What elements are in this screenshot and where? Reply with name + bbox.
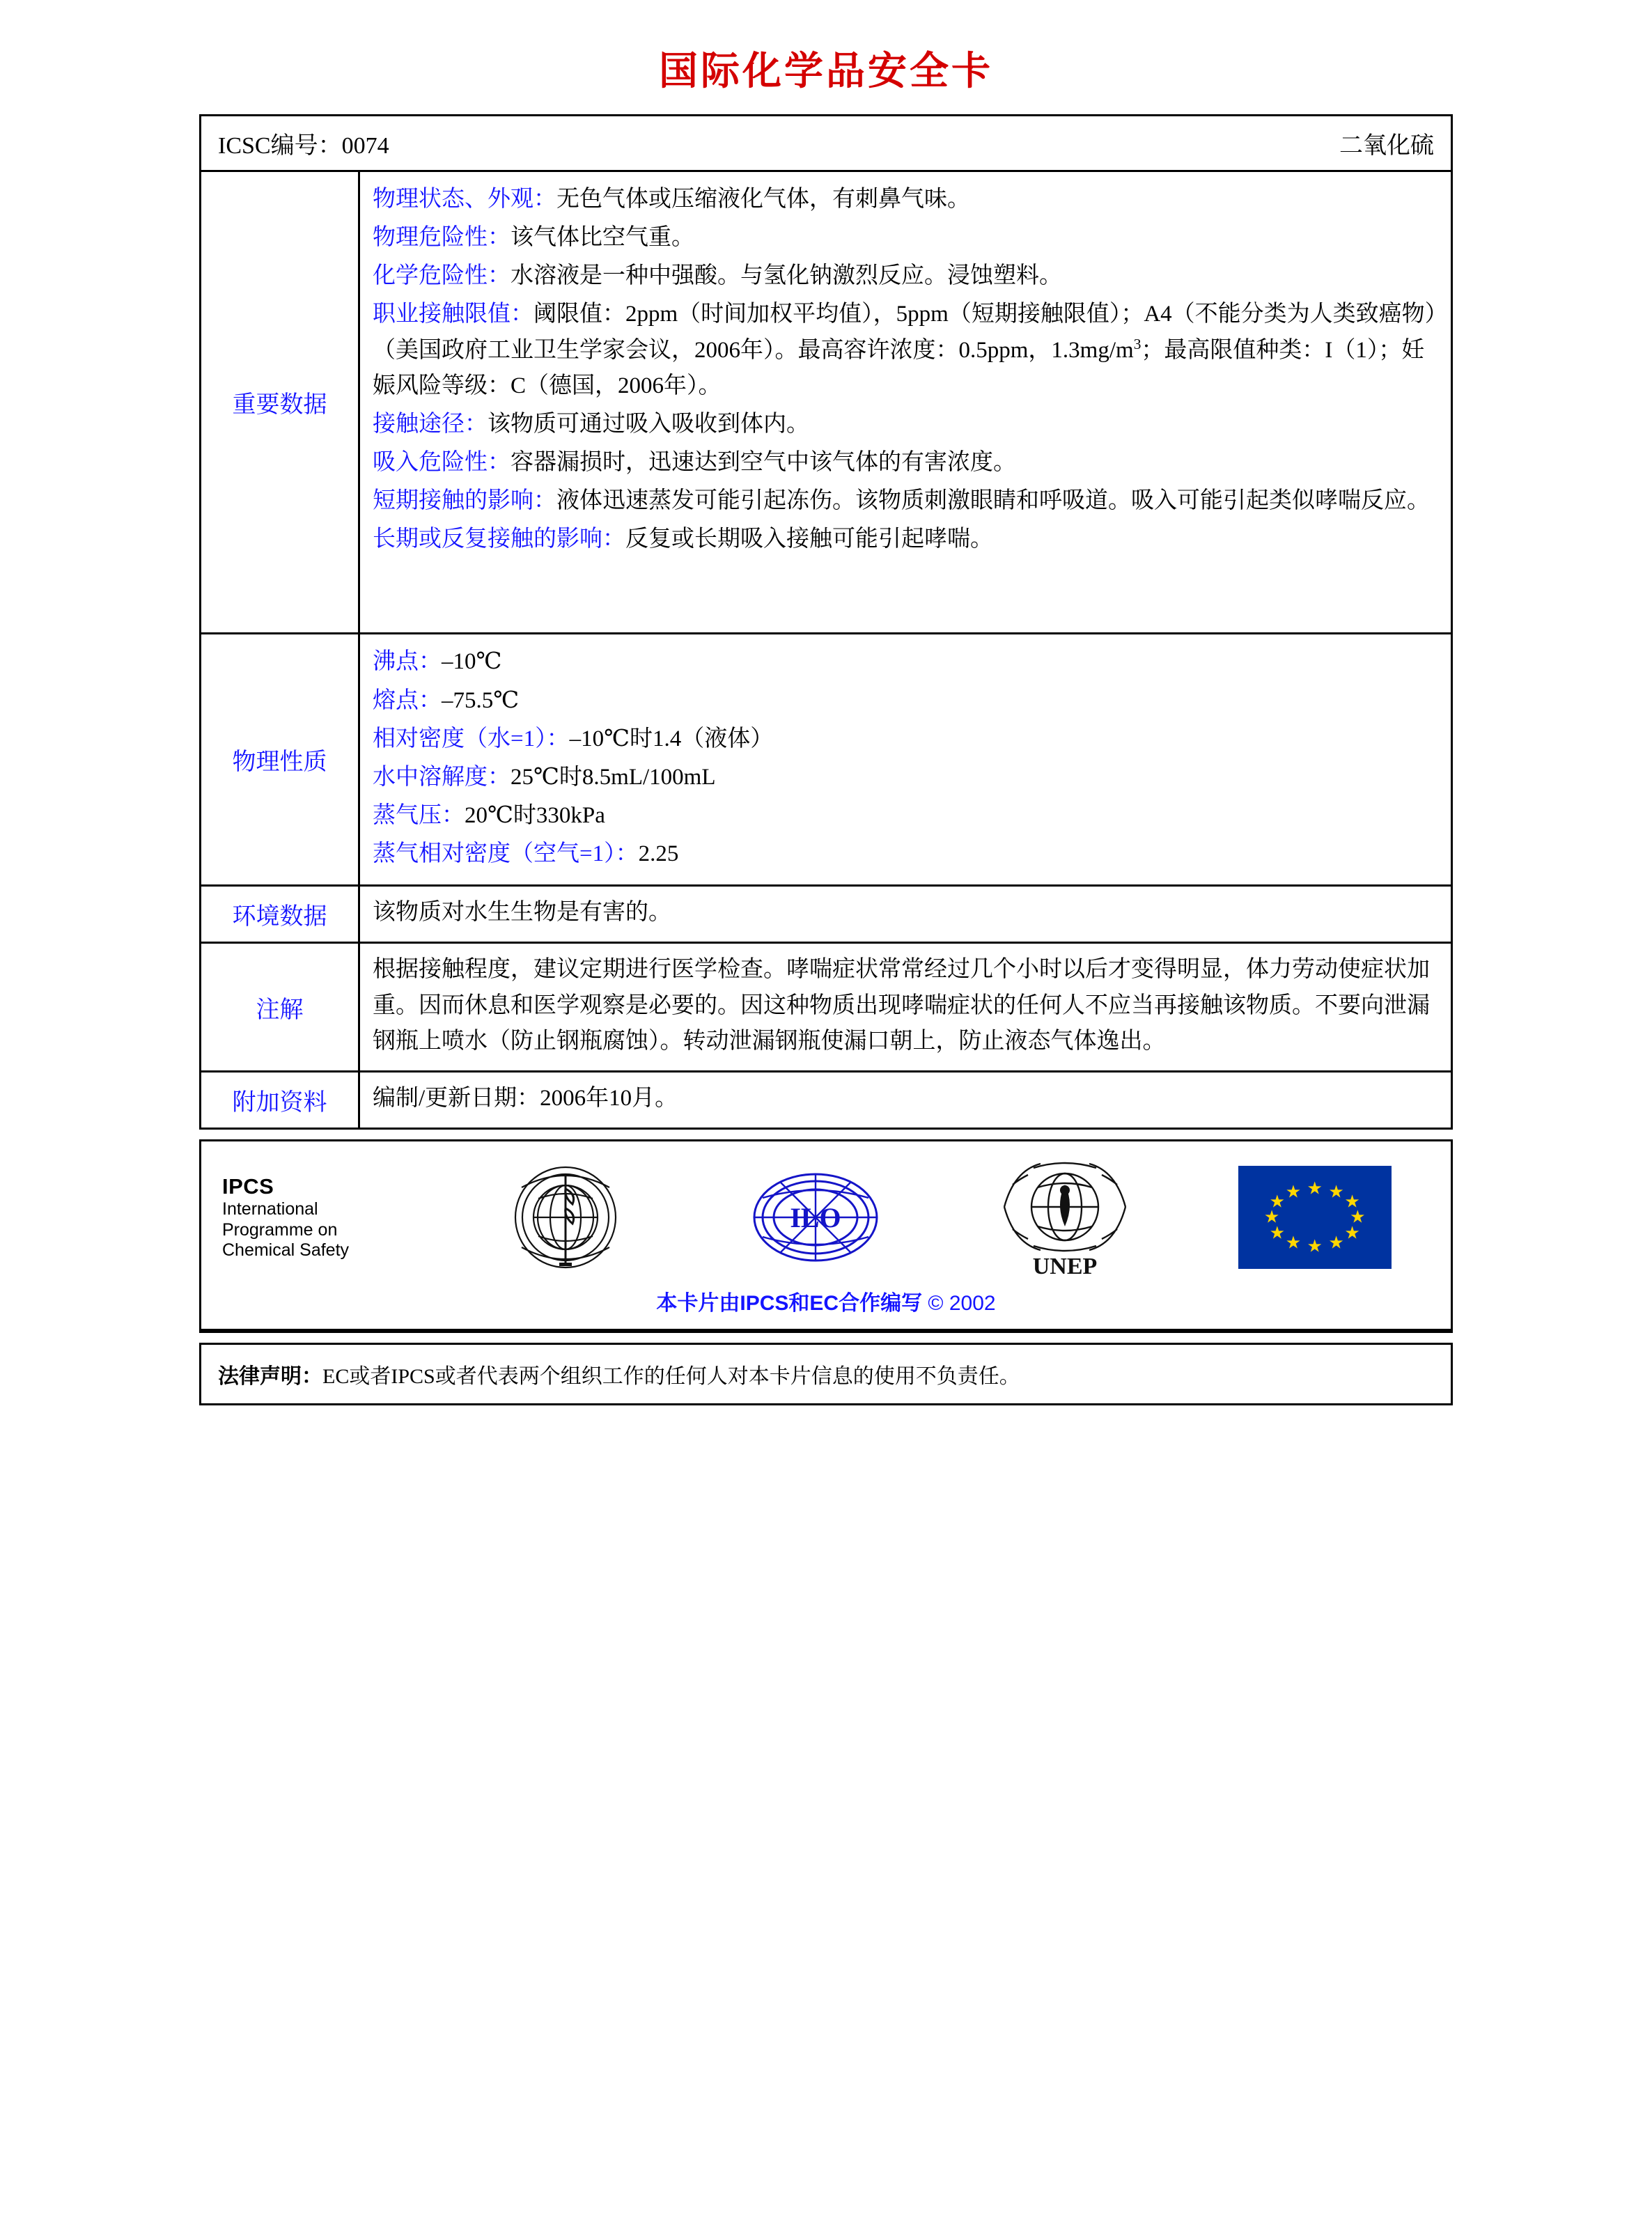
footer-logos-section [201,1141,1451,1331]
eu-star-icon: ★ [1269,1224,1286,1243]
eu-star-icon: ★ [1344,1224,1360,1243]
property-key: 熔点： [373,687,442,713]
ipcs-subtitle-line2: Programme on [222,1219,338,1240]
eu-star-icon: ★ [1285,1183,1302,1202]
ipcs-subtitle-line3: Chemical Safety [222,1240,350,1261]
data-value: 反复或长期吸入接触可能引起哮喘。 [625,526,993,552]
ilo-logo-text: ILO [790,1202,841,1234]
section-environmental-data [201,887,1451,944]
data-row-physical-hazards [373,220,1438,256]
who-logo-slot [451,1158,681,1277]
unep-logo-slot [950,1157,1180,1279]
section-body-physical-properties [360,634,1451,884]
property-row-boiling-point [373,644,1438,680]
page-title: 国际化学品安全卡 [659,49,993,93]
property-key: 沸点： [373,649,442,675]
card-header [201,116,1451,172]
section-label-notes: 注解 [201,944,360,1070]
ipcs-subtitle-line1: International [222,1199,318,1219]
section-important-data [201,172,1451,634]
eu-star-icon: ★ [1307,1179,1323,1199]
eu-flag [1238,1166,1392,1269]
property-value: –10℃时1.4（液体） [569,726,774,751]
section-body-important-data [360,172,1451,632]
unep-logo [992,1157,1138,1279]
section-notes [201,944,1451,1072]
data-row-routes-of-exposure [373,407,1438,442]
footer-credit [201,1283,1451,1329]
icsc-number-value: 0074 [341,133,389,159]
eu-star-icon: ★ [1328,1183,1344,1202]
property-key: 相对密度（水=1）： [373,726,570,751]
unep-logo-text: UNEP [1032,1253,1098,1279]
data-row-long-term-effects [373,522,1438,557]
property-value: –75.5℃ [442,687,520,713]
notes-text: 根据接触程度，建议定期进行医学检查。哮喘症状常常经过几个小时以后才变得明显，体力劳动使症状加重。因而休息和医学观察是必要的。因这种物质出现哮喘症状的任何人不应当再接触该物质。不要向泄漏钢瓶上喷水（防止钢瓶腐蚀）。转动泄漏钢瓶使漏口朝上，防止液态气体逸出。 [373,957,1430,1054]
section-body-additional-info [360,1072,1451,1128]
property-row-vapour-pressure [373,798,1438,834]
ilo-logo [739,1162,892,1273]
eu-star-icon: ★ [1285,1233,1302,1253]
spacer [373,560,1438,623]
property-value: 20℃时330kPa [465,802,605,828]
data-row-inhalation-risk [373,445,1438,481]
property-value: –10℃ [442,649,502,675]
data-row-short-term-effects [373,483,1438,519]
icsc-number-group [218,126,389,160]
data-value: 容器漏损时，迅速达到空气中该气体的有害浓度。 [511,449,1016,475]
eu-star-icon: ★ [1263,1208,1280,1227]
property-value: 25℃时8.5mL/100mL [511,764,716,790]
data-value: 阈限值：2ppm（时间加权平均值），5ppm（短期接触限值）；A4（不能分类为人类致癌物）（美国政府工业卫生学家会议，2006年）。最高容许浓度：0.5ppm，$1.3mg/m^3$；最高限值种类：I（1）；妊娠风险等级：C（德国，2006年）。 [373,302,1437,398]
eu-star-icon: ★ [1344,1192,1360,1212]
property-row-melting-point [373,683,1438,719]
legal-disclaimer [201,1345,1451,1403]
property-row-vapour-relative-density [373,836,1438,872]
footer-card [199,1139,1453,1333]
data-key: 化学危险性： [373,263,511,289]
eu-flag-slot [1200,1166,1431,1269]
data-key: 长期或反复接触的影响： [373,526,625,552]
property-value: 2.25 [638,841,679,867]
data-value: 该物质可通过吸入吸收到体内。 [488,411,809,437]
data-row-physical-state [373,182,1438,217]
eu-star-icon: ★ [1307,1237,1323,1256]
footer-credit-text: 本卡片由IPCS和EC合作编写 [656,1291,923,1315]
substance-name: 二氧化硫 [1339,133,1434,159]
ipcs-acronym: IPCS [222,1173,274,1199]
legal-label: 法律声明： [218,1364,322,1388]
property-key: 蒸气相对密度（空气=1）： [373,841,639,867]
data-key: 物理状态、外观： [373,187,556,212]
property-key: 水中溶解度： [373,764,511,790]
environmental-data-text: 该物质对水生生物是有害的。 [373,900,671,926]
eu-star-icon: ★ [1269,1192,1286,1212]
who-logo [492,1158,639,1277]
data-key: 接触途径： [373,411,488,437]
section-body-environmental-data [360,887,1451,942]
data-value: 液体迅速蒸发可能引起冻伤。该物质刺激眼睛和呼吸道。吸入可能引起类似哮喘反应。 [556,488,1430,514]
eu-star-icon: ★ [1328,1233,1344,1253]
property-row-water-solubility [373,760,1438,795]
data-row-chemical-hazards [373,258,1438,294]
data-key: 物理危险性： [373,225,511,251]
footer-copyright: © 2002 [928,1291,996,1315]
property-row-relative-density [373,722,1438,757]
data-key: 职业接触限值： [373,302,533,327]
section-additional-info [201,1072,1451,1128]
section-body-notes [360,944,1451,1070]
logos-row [201,1141,1451,1283]
data-key: 吸入危险性： [373,449,511,475]
section-label-additional-info: 附加资料 [201,1072,360,1128]
eu-star-icon: ★ [1350,1208,1366,1227]
data-key: 短期接触的影响： [373,488,556,514]
data-row-occupational-limits [373,297,1438,403]
section-label-physical-properties: 物理性质 [201,634,360,884]
data-value: 无色气体或压缩液化气体，有刺鼻气味。 [556,187,970,212]
icsc-number-label: ICSC编号： [218,133,342,159]
ilo-logo-slot [701,1162,931,1273]
section-label-important-data: 重要数据 [201,172,360,632]
property-key: 蒸气压： [373,802,465,828]
data-value: 该气体比空气重。 [511,225,694,251]
additional-info-text: 编制/更新日期：2006年10月。 [373,1085,678,1111]
data-value: 水溶液是一种中强酸。与氢化钠激烈反应。浸蚀塑料。 [511,263,1062,289]
section-physical-properties [201,634,1451,887]
icsc-card [199,114,1453,1130]
legal-card [199,1343,1453,1405]
ipcs-text-block [222,1174,431,1261]
legal-text: EC或者IPCS或者代表两个组织工作的任何人对本卡片信息的使用不负责任。 [322,1364,1020,1388]
section-label-environmental-data: 环境数据 [201,887,360,942]
